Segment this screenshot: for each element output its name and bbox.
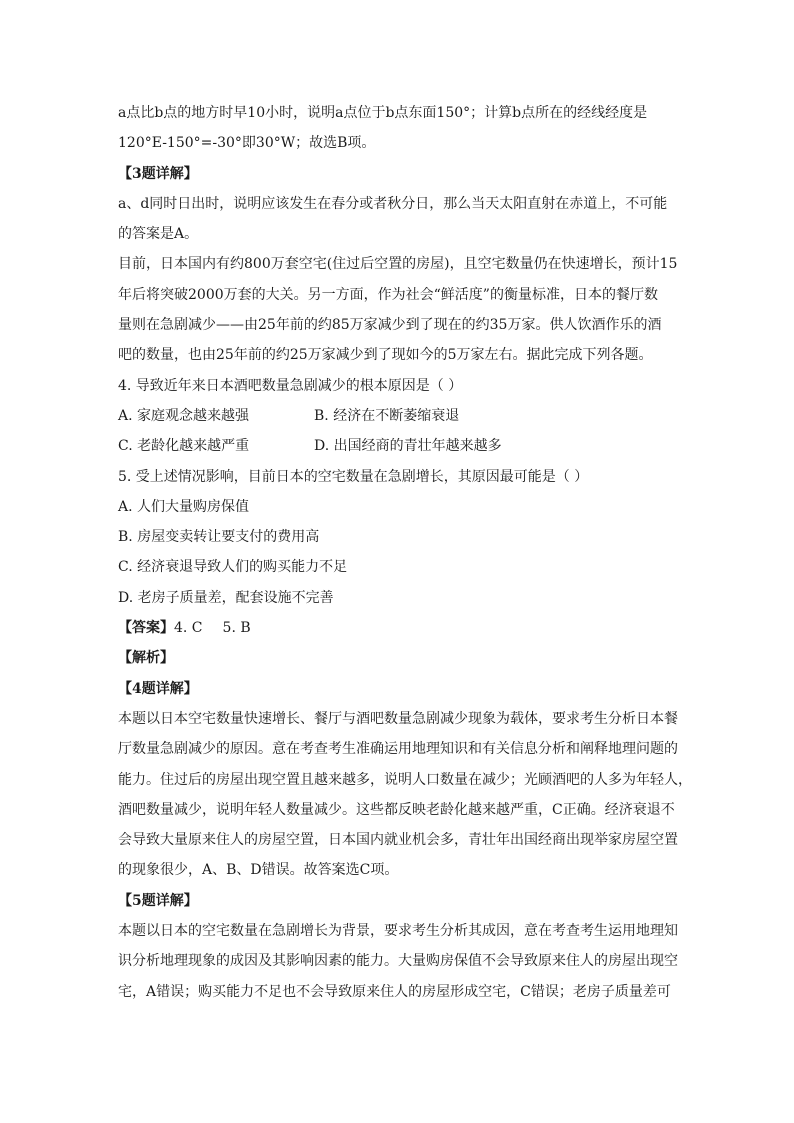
q5-option-d: D. 老房子质量差，配套设施不完善 [118,589,334,606]
passage-line: 目前，日本国内有约800万套空宅(住过后空置的房屋)，且空宅数量仍在快速增长，预计15 [118,256,678,273]
q4-option-d: D. 出国经商的青壮年越来越多 [314,438,502,455]
question-5-stem: 5. 受上述情况影响，目前日本的空宅数量在急剧增长，其原因最可能是（ ） [118,468,589,485]
detail4-line: 会导致大量原来住人的房屋空置，日本国内就业机会多，青壮年出国经商出现举家房屋空置 [118,832,678,849]
text-line: a、d同时日出时，说明应该发生在春分或者秋分日，那么当天太阳直射在赤道上，不可能 [118,195,668,212]
detail5-line: 识分析地理现象的成因及其影响因素的能力。大量购房保值不会导致原来住人的房屋出现空 [118,953,678,970]
q4-option-c: C. 老龄化越来越严重 [118,438,250,455]
section-heading-q3: 【3题详解】 [118,165,198,182]
question-4-stem: 4. 导致近年来日本酒吧数量急剧减少的根本原因是（ ） [118,377,463,394]
section-heading-q4: 【4题详解】 [118,680,198,697]
q4-options-row-1 [118,401,678,431]
q4-option-b: B. 经济在不断萎缩衰退 [314,407,460,424]
q5-option-c: C. 经济衰退导致人们的购买能力不足 [118,559,348,576]
detail4-line: 能力。住过后的房屋出现空置且越来越多，说明人口数量在减少；光顾酒吧的人多为年轻人， [118,771,692,788]
answer-5: 5. B [222,620,251,637]
detail5-line: 宅，A错误；购买能力不足也不会导致原来住人的房屋形成空宅，C错误；老房子质量差可 [118,983,671,1000]
document-page [118,98,692,1007]
q5-option-b: B. 房屋变卖转让要支付的费用高 [118,529,320,546]
text-line: a点比b点的地方时早10小时，说明a点位于b点东面150°；计算b点所在的经线经度是 [118,105,648,121]
detail5-line: 本题以日本的空宅数量在急剧增长为背景，要求考生分析其成因，意在考查考生运用地理知 [118,923,678,940]
passage-line: 吧的数量，也由25年前的约25万家减少到了现如今的5万家左右。据此完成下列各题。 [118,347,653,364]
answer-label: 【答案】 [118,620,174,637]
q5-option-a: A. 人们大量购房保值 [118,498,250,515]
passage-line: 量则在急剧减少——由25年前的约85万家减少到了现在的约35万家。供人饮酒作乐的酒 [118,317,662,334]
detail4-line: 本题以日本空宅数量快速增长、餐厅与酒吧数量急剧减少现象为载体，要求考生分析日本餐 [118,710,678,727]
text-line: 120°E-150°=-30°即30°W；故选B项。 [118,135,376,152]
q4-options-row-2 [118,431,678,461]
detail4-line: 厅数量急剧减少的原因。意在考查考生准确运用地理知识和有关信息分析和阐释地理问题的 [118,741,678,758]
section-heading-q5: 【5题详解】 [118,892,198,909]
detail4-line: 酒吧数量减少，说明年轻人数量减少。这些都反映老龄化越来越严重，C正确。经济衰退不 [118,801,675,818]
answer-4: 4. C [174,620,203,637]
detail4-line: 的现象很少，A、B、D错误。故答案选C项。 [118,862,399,879]
passage-line: 年后将突破2000万套的大关。另一方面，作为社会“鲜活度”的衡量标准，日本的餐厅数 [118,286,658,303]
answer-line [118,613,678,643]
analysis-label: 【解析】 [118,650,174,667]
text-line: 的答案是A。 [118,226,199,243]
q4-option-a: A. 家庭观念越来越强 [118,407,250,424]
